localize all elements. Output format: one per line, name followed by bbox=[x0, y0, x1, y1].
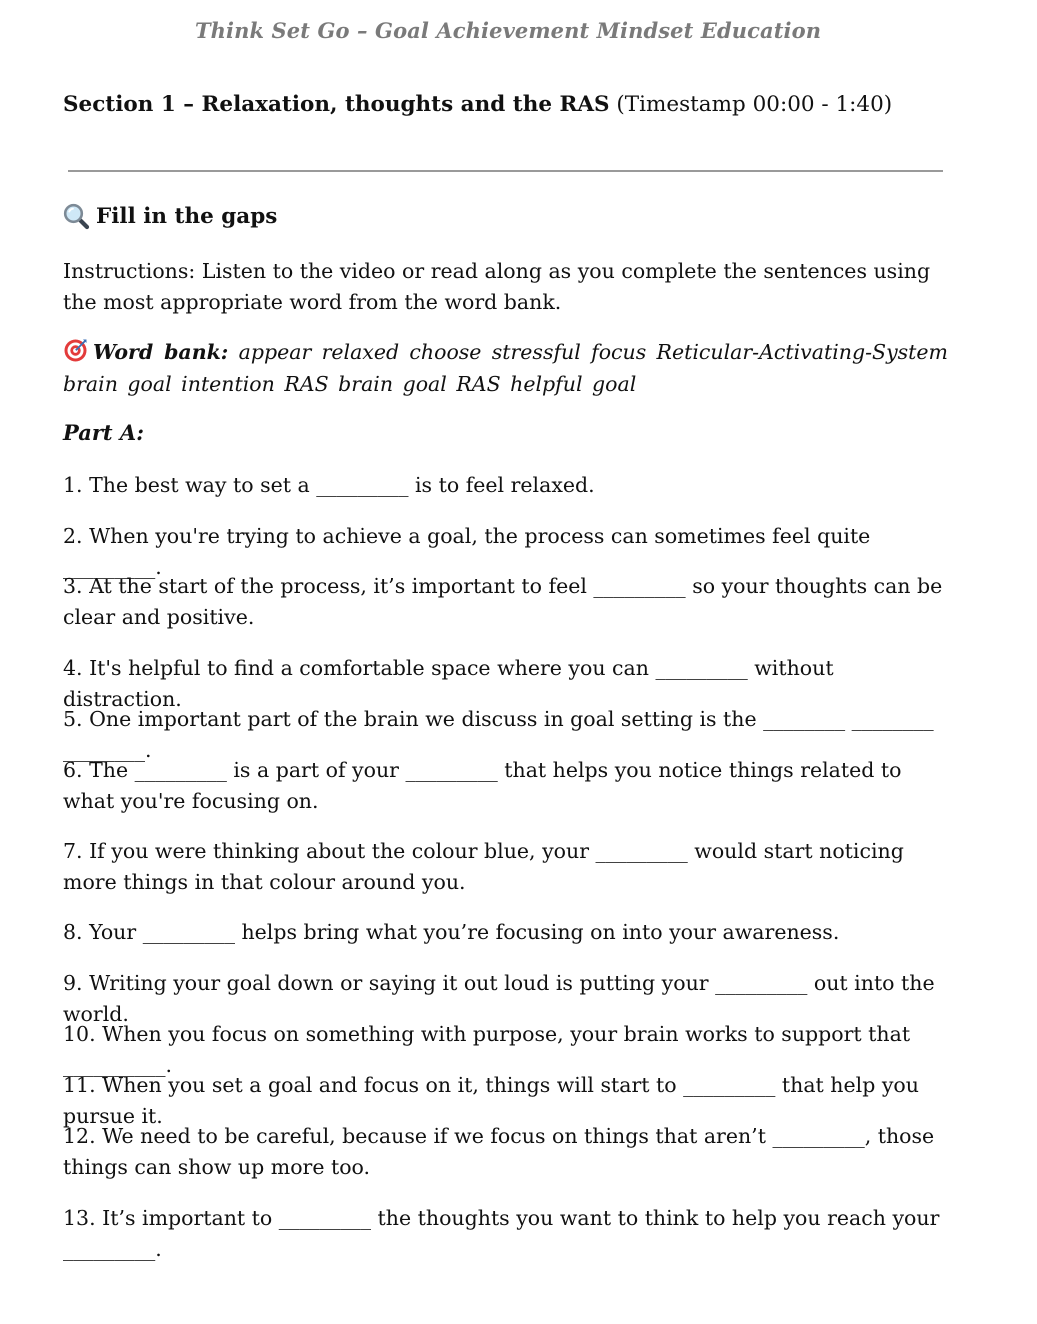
question-3: 3. At the start of the process, it’s important to feel _________ so your thoughts can be clear and positive. bbox=[63, 574, 943, 629]
question-6: 6. The _________ is a part of your _________ that helps you notice things related to what you're focusing on. bbox=[63, 758, 902, 813]
horizontal-divider bbox=[68, 170, 943, 172]
word-bank-label: Word bank: bbox=[93, 340, 229, 364]
page-header: Think Set Go – Goal Achievement Mindset Education bbox=[194, 18, 822, 43]
question-4: 4. It's helpful to find a comfortable space where you can _________ without distraction. bbox=[63, 656, 834, 711]
question-9: 9. Writing your goal down or saying it out loud is putting your _________ out into the world. bbox=[63, 971, 935, 1026]
question-13: 13. It’s important to _________ the thoughts you want to think to help you reach your _________. bbox=[63, 1206, 940, 1261]
magnifying-glass-icon bbox=[63, 203, 90, 230]
question-5: 5. One important part of the brain we discuss in goal setting is the ________ ________ ________. bbox=[63, 707, 934, 762]
question-8: 8. Your _________ helps bring what you’re focusing on into your awareness. bbox=[63, 920, 840, 944]
fill-in-gaps-heading bbox=[63, 203, 277, 230]
word-bank bbox=[63, 336, 948, 400]
question-10: 10. When you focus on something with purpose, your brain works to support that __________. bbox=[63, 1022, 911, 1077]
question-11: 11. When you set a goal and focus on it, things will start to _________ that help you pursue it. bbox=[63, 1073, 919, 1128]
question-12: 12. We need to be careful, because if we focus on things that aren’t _________, those things can show up more too. bbox=[63, 1124, 935, 1179]
word-bank-words: appear relaxed choose stressful focus Reticular-Activating-System brain goal intention RAS brain goal RAS helpful goal bbox=[63, 340, 948, 396]
question-1: 1. The best way to set a _________ is to feel relaxed. bbox=[63, 473, 595, 497]
section-title bbox=[63, 92, 892, 117]
question-2: 2. When you're trying to achieve a goal, the process can sometimes feel quite _________. bbox=[63, 524, 871, 579]
target-icon bbox=[63, 338, 88, 363]
section-title-main: Section 1 – Relaxation, thoughts and the RAS bbox=[63, 92, 610, 117]
part-a-heading: Part A: bbox=[63, 420, 144, 445]
instructions-text: Instructions: Listen to the video or read along as you complete the sentences using the most appropriate word from the word bank. bbox=[63, 259, 931, 314]
section-timestamp: (Timestamp 00:00 - 1:40) bbox=[609, 92, 893, 117]
fill-in-gaps-label: Fill in the gaps bbox=[96, 204, 278, 229]
question-7: 7. If you were thinking about the colour blue, your _________ would start noticing more things in that colour around you. bbox=[63, 839, 904, 894]
